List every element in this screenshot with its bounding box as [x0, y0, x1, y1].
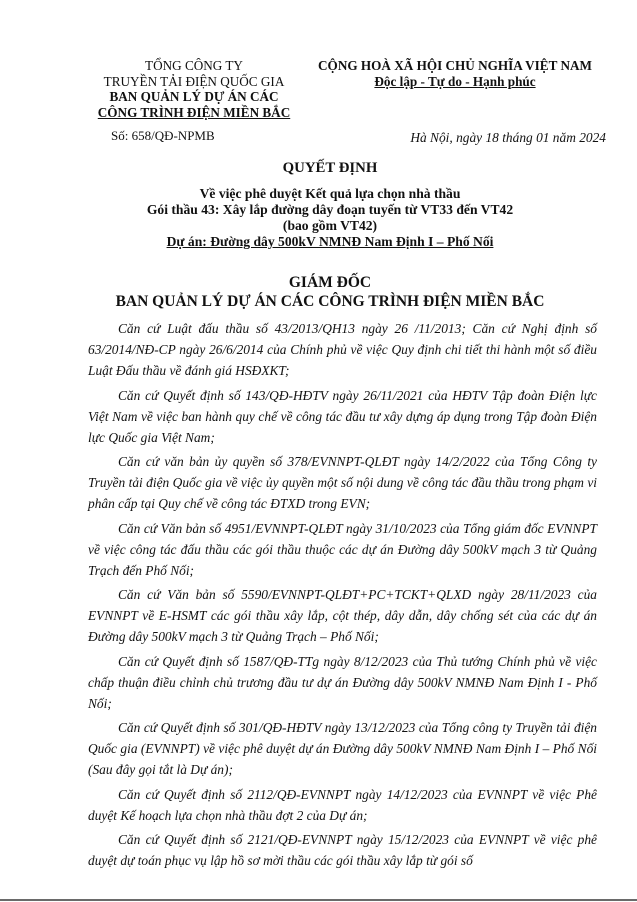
national-heading [296, 58, 614, 89]
legal-basis-paragraph: Căn cứ văn bản ủy quyền số 378/EVNNPT-QLĐT ngày 14/2/2022 của Tổng Công ty Truyền tải điện Quốc gia về việc ủy quyền một số nội dung về công tác đầu thầu trong phạm vi phân cấp tại Quy chế về công tác ĐTXD trong EVN; [88, 454, 597, 511]
subject-line-3: (bao gồm VT42) [282, 218, 378, 233]
issuing-authority [60, 273, 600, 311]
legal-basis-paragraph: Căn cứ Quyết định số 143/QĐ-HĐTV ngày 26/11/2021 của HĐTV Tập đoàn Điện lực Việt Nam về việc ban hành quy chế về công tác đầu tư xây dựng áp dụng trong Tập đoàn Điện lực Quốc gia Việt Nam; [88, 387, 597, 445]
subject-line-1: Về việc phê duyệt Kết quả lựa chọn nhà thầu [199, 186, 461, 201]
document-subject [60, 186, 600, 250]
org-line-3: BAN QUẢN LÝ DỰ ÁN CÁC [109, 89, 279, 104]
legal-basis-paragraph: Căn cứ Quyết định số 301/QĐ-HĐTV ngày 13/12/2023 của Tổng công ty Truyền tải điện Quốc gia (EVNNPT) về việc phê duyệt dự án Đường dây 500kV NMNĐ Nam Định I – Phố Nối (Sau đây gọi tắt là Dự án); [88, 720, 597, 777]
org-line-2: TRUYỀN TẢI ĐIỆN QUỐC GIA [103, 73, 285, 89]
document-title: QUYẾT ĐỊNH [282, 160, 378, 176]
subject-line-2: Gói thầu 43: Xây lắp đường dây đoạn tuyến từ VT33 đến VT42 [146, 202, 514, 217]
org-line-4: CÔNG TRÌNH ĐIỆN MIỀN BẮC [97, 104, 291, 120]
issue-date: Hà Nội, ngày 18 tháng 01 năm 2024 [410, 130, 606, 145]
project-name: Dự án: Đường dây 500kV NMNĐ Nam Định I – Phố Nối [166, 234, 494, 249]
legal-basis-paragraph: Căn cứ Quyết định số 2121/QĐ-EVNNPT ngày 15/12/2023 của EVNNPT về việc phê duyệt dự toán phục vụ lập hồ sơ mời thầu các gói thầu xây lắp từ gói số [88, 832, 597, 868]
page-bottom-divider [0, 899, 637, 901]
country-name: CỘNG HOÀ XÃ HỘI CHỦ NGHĨA VIỆT NAM [318, 58, 592, 73]
legal-basis-paragraph: Căn cứ Luật đấu thầu số 43/2013/QH13 ngày 26 /11/2013; Căn cứ Nghị định số 63/2014/NĐ-CP ngày 26/6/2014 của Chính phủ về việc Quy định chi tiết thi hành một số điều Luật Đấu thầu về đánh giá HSĐXKT; [88, 321, 597, 378]
legal-basis-paragraph: Căn cứ Văn bản số 5590/EVNNPT-QLĐT+PC+TCKT+QLXD ngày 28/11/2023 của EVNNPT về E-HSMT các gói thầu xây lắp, cột thép, dây dẫn, dây chống sét của các dự án Đường dây 500kV mạch 3 từ Quảng Trạch – Phố Nối; [88, 587, 597, 644]
document-number: Số: 658/QĐ-NPMB [111, 128, 215, 143]
legal-basis-paragraph: Căn cứ Quyết định số 1587/QĐ-TTg ngày 8/12/2023 của Thủ tướng Chính phủ về việc chấp thuận điều chỉnh chủ trương đầu tư dự án Đường dây 500kV NMNĐ Nam Định I - Phố Nối; [88, 653, 597, 711]
authority-title: GIÁM ĐỐC [288, 274, 372, 291]
legal-basis-paragraph: Căn cứ Quyết định số 2112/QĐ-EVNNPT ngày 14/12/2023 của EVNNPT về việc Phê duyệt Kế hoạch lựa chọn nhà thầu đợt 2 của Dự án; [88, 786, 597, 823]
national-motto: Độc lập - Tự do - Hạnh phúc [374, 73, 536, 89]
org-line-1: TỔNG CÔNG TY [145, 58, 243, 73]
issuing-organization [88, 58, 300, 120]
authority-unit: BAN QUẢN LÝ DỰ ÁN CÁC CÔNG TRÌNH ĐIỆN MIỀN BẮC [115, 293, 545, 310]
legal-basis [88, 318, 597, 875]
legal-basis-paragraph: Căn cứ Văn bản số 4951/EVNNPT-QLĐT ngày 31/10/2023 của Tổng giám đốc EVNNPT về việc công tác đấu thầu các gói thầu thuộc các dự án Đường dây 500kV mạch 3 từ Quảng Trạch đến Phố Nối; [88, 520, 597, 578]
